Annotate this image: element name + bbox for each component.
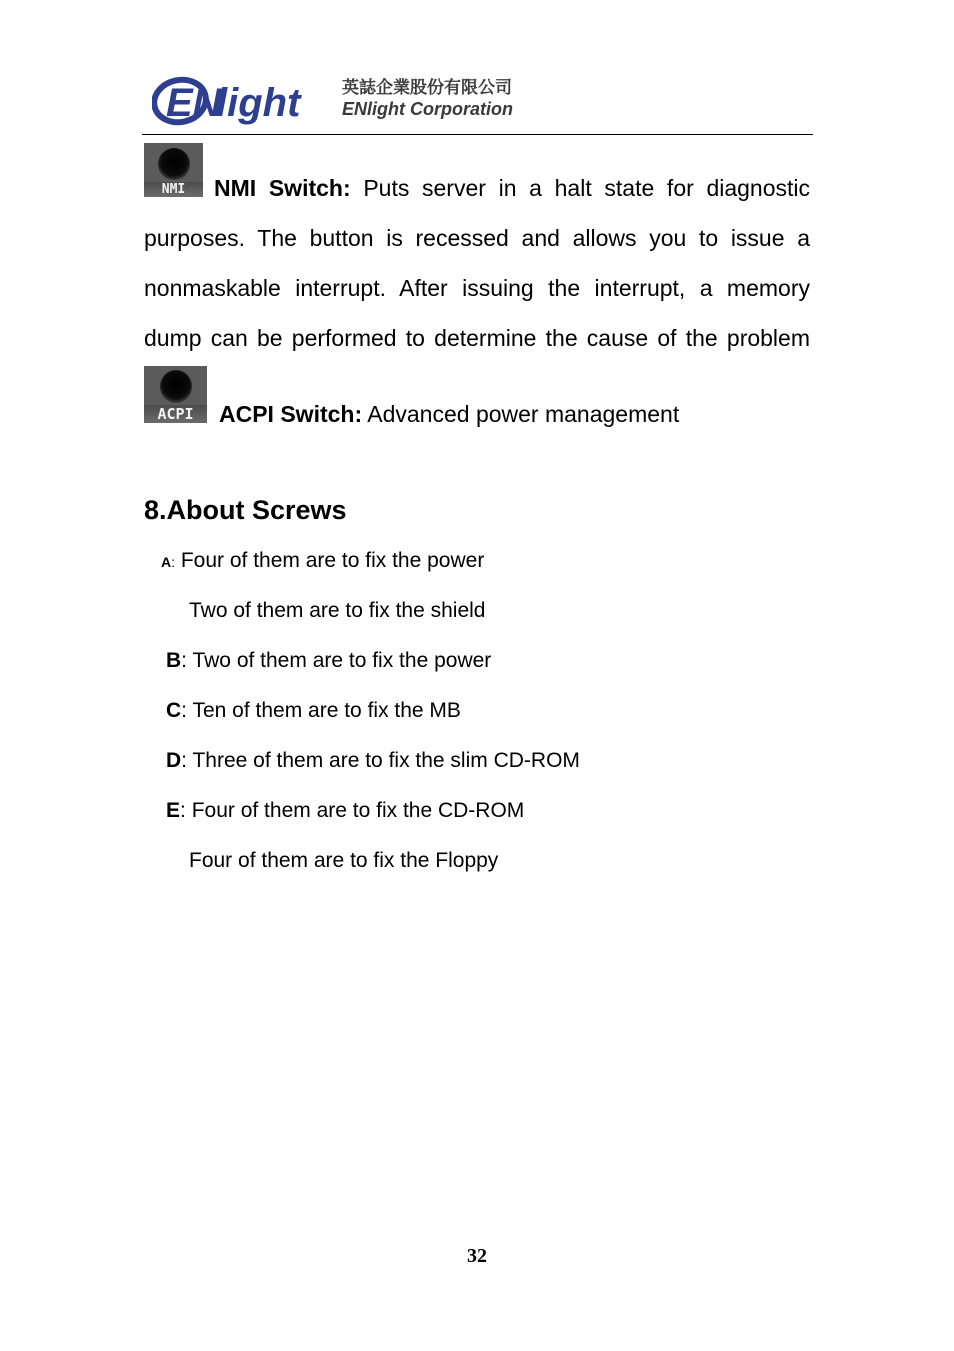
company-name-block bbox=[342, 78, 513, 120]
nmi-line-2: purposes. The button is recessed and allows you to issue a bbox=[144, 225, 810, 251]
acpi-description bbox=[219, 400, 679, 428]
item-key: D bbox=[166, 749, 182, 772]
item-text: Three of them are to fix the slim CD-ROM bbox=[187, 749, 580, 772]
acpi-icon-label: ACPI bbox=[144, 405, 207, 423]
recessed-hole-icon bbox=[160, 370, 192, 403]
acpi-title: ACPI Switch: bbox=[219, 401, 363, 427]
nmi-icon-label: NMI bbox=[144, 182, 203, 197]
nmi-text-1: Puts server in a halt state for diagnostic bbox=[363, 175, 811, 201]
item-text: Two of them are to fix the shield bbox=[189, 599, 486, 622]
screw-item-a-continued bbox=[189, 597, 485, 625]
screw-item-b: B: Two of them are to fix the power bbox=[166, 649, 492, 672]
screw-item-e: E: Four of them are to fix the CD-ROM bbox=[166, 799, 525, 822]
company-name-english: ENlight Corporation bbox=[342, 99, 513, 119]
item-text: Four of them are to fix the CD-ROM bbox=[185, 799, 525, 822]
item-key: C bbox=[166, 699, 182, 722]
logo-text: EN bbox=[166, 81, 222, 125]
item-key: A: bbox=[161, 554, 176, 570]
screw-item-c: C: Ten of them are to fix the MB bbox=[166, 699, 461, 722]
nmi-title: NMI Switch: bbox=[214, 175, 351, 201]
item-text: Ten of them are to fix the MB bbox=[187, 699, 461, 722]
page-number: 32 bbox=[467, 1245, 487, 1267]
nmi-line-4: dump can be performed to determine the cause of the problem bbox=[144, 325, 810, 351]
acpi-text: Advanced power management bbox=[367, 401, 680, 427]
item-text: Two of them are to fix the power bbox=[187, 649, 492, 672]
logo-text-light: light bbox=[216, 81, 301, 125]
nmi-line-3: nonmaskable interrupt. After issuing the interrupt, a memory bbox=[144, 275, 810, 301]
nmi-description bbox=[144, 163, 810, 363]
screw-item-d: D: Three of them are to fix the slim CD-ROM bbox=[166, 749, 580, 772]
acpi-button-icon bbox=[144, 366, 207, 423]
page-header bbox=[142, 68, 813, 135]
nmi-line-1 bbox=[144, 163, 810, 213]
enlight-logo bbox=[152, 74, 312, 128]
item-text: Four of them are to fix the Floppy bbox=[189, 849, 499, 872]
screw-item-a bbox=[161, 547, 484, 576]
company-name-chinese: 英誌企業股份有限公司 bbox=[342, 78, 512, 98]
item-key: E bbox=[166, 799, 181, 822]
screw-item-e-continued bbox=[189, 847, 498, 875]
section-title: 8.About Screws bbox=[144, 495, 347, 525]
item-key: B bbox=[166, 649, 182, 672]
item-text: Four of them are to fix the power bbox=[175, 549, 485, 572]
